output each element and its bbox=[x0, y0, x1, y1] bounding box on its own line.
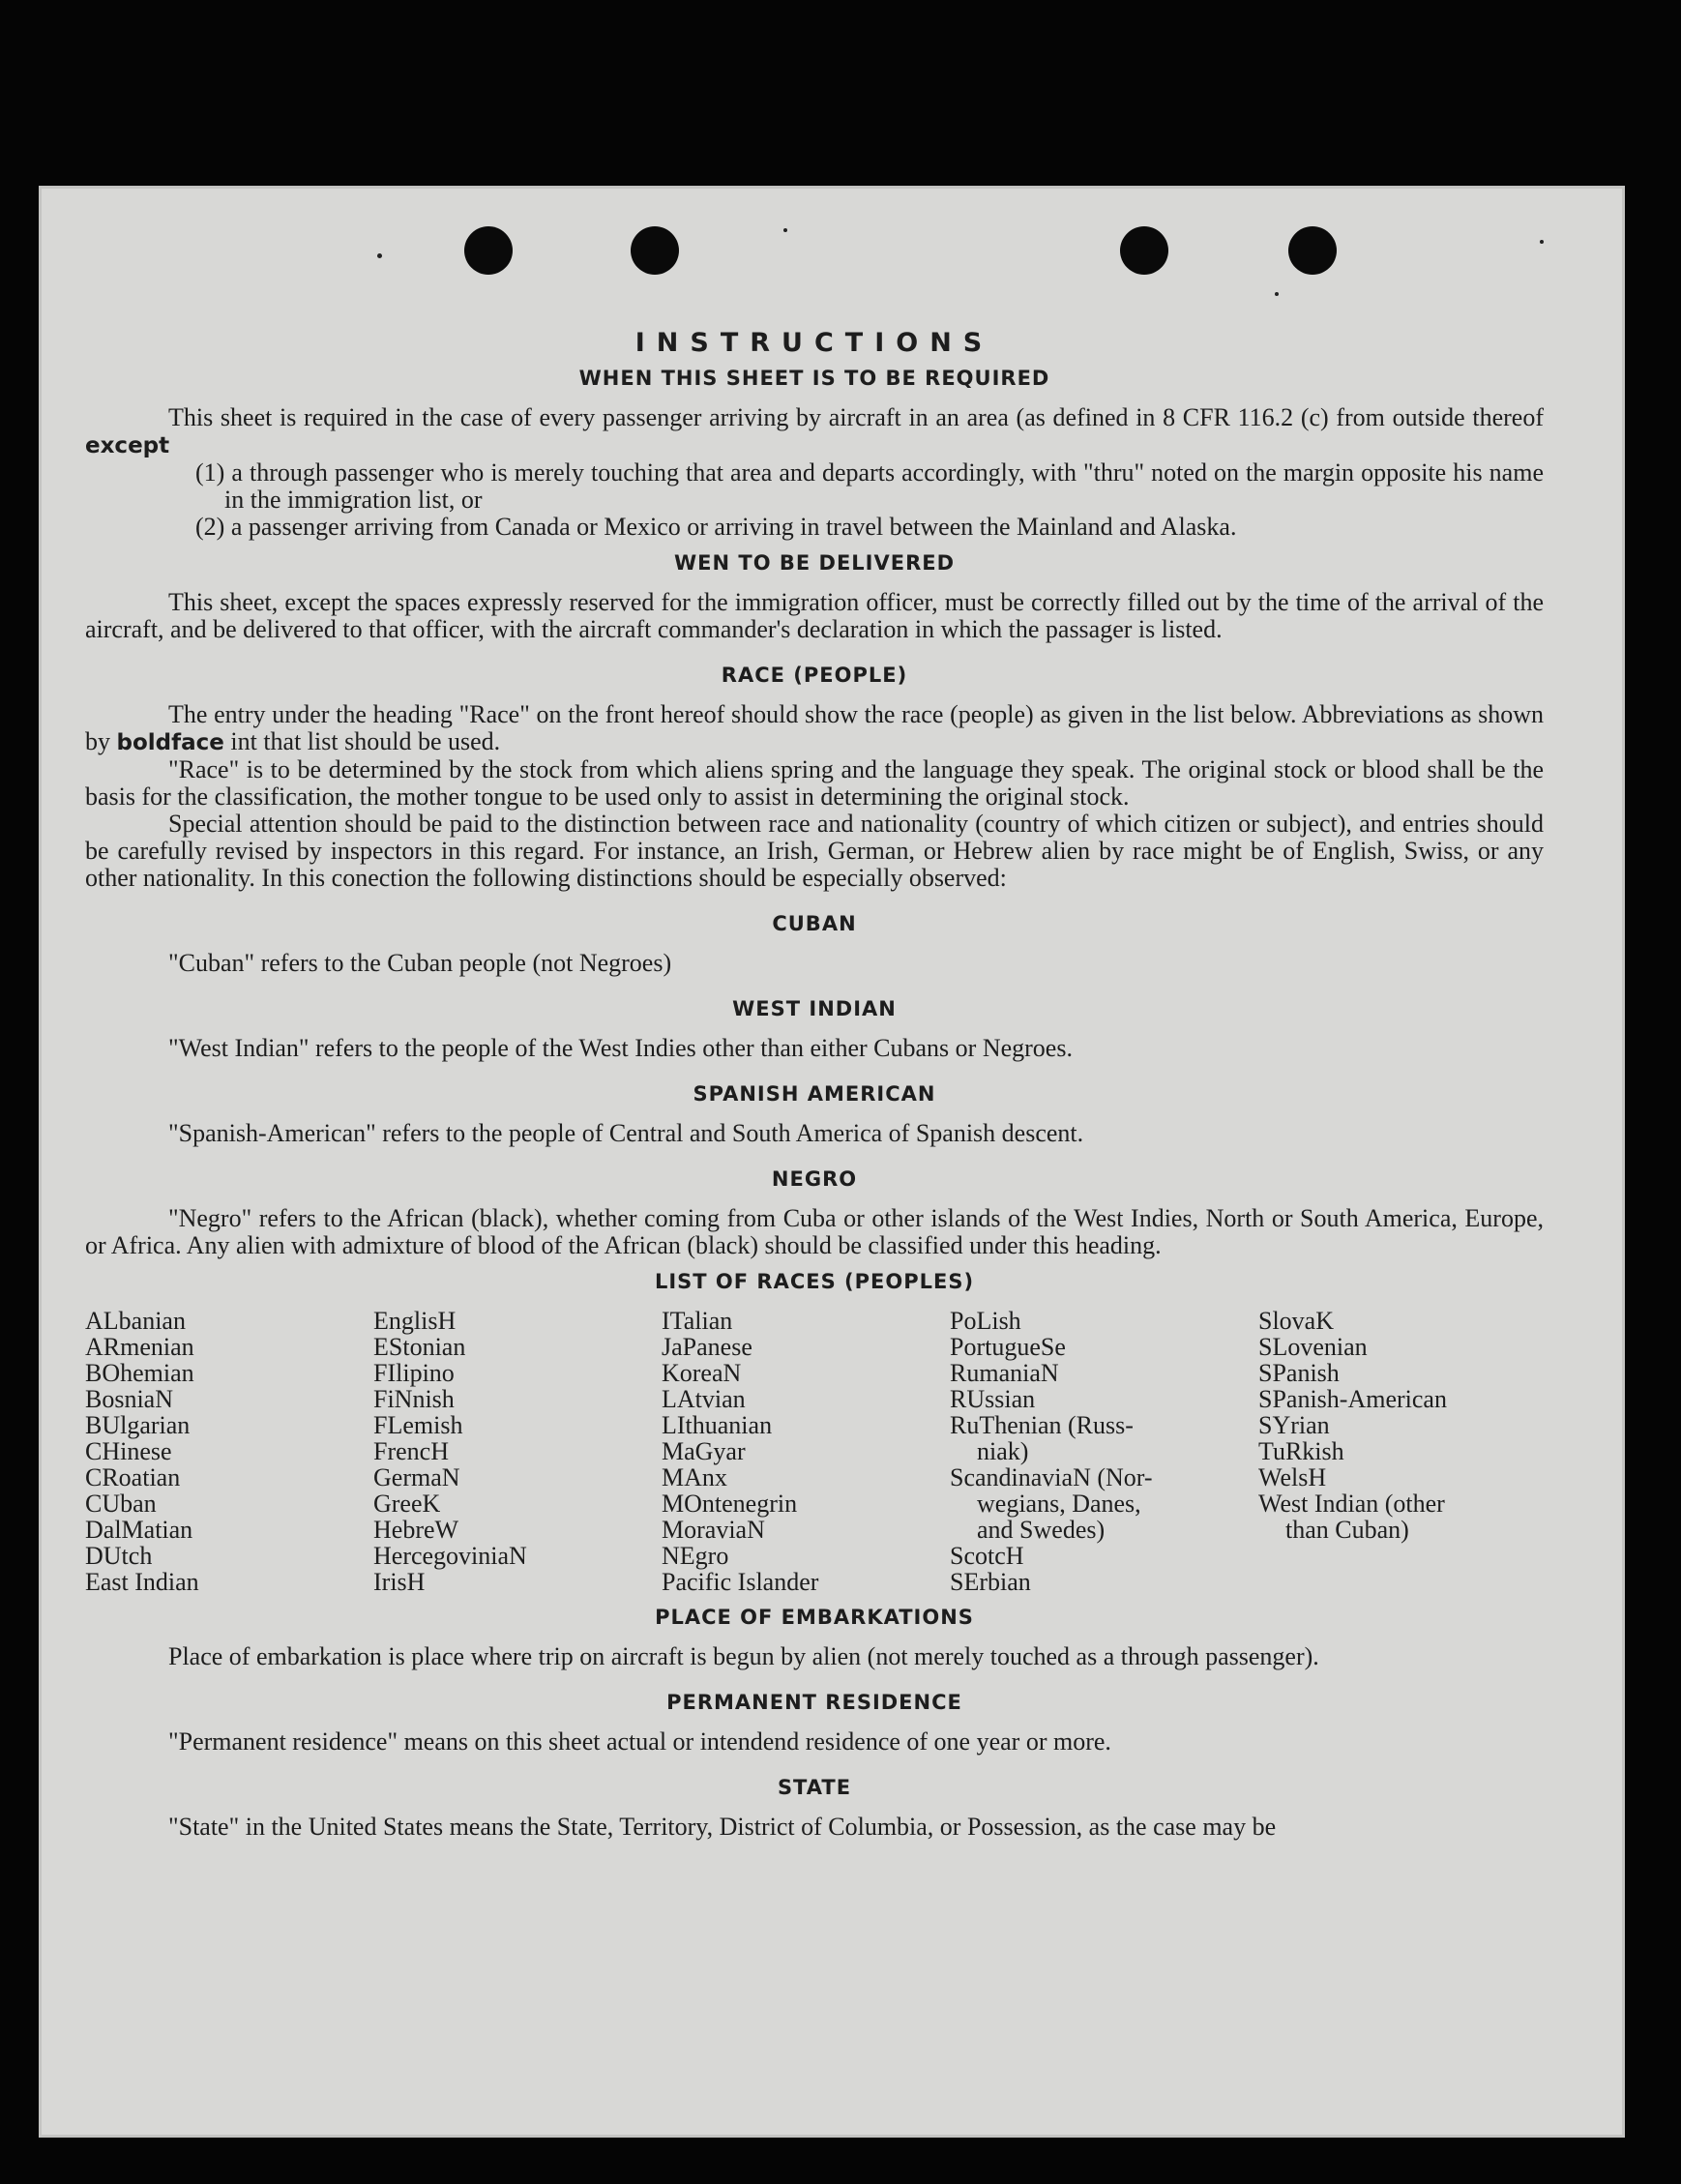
heading-cuban: CUBAN bbox=[772, 912, 857, 935]
race-item: ITalian bbox=[662, 1307, 733, 1335]
heading-list-of-races: LIST OF RACES (PEOPLES) bbox=[654, 1270, 975, 1293]
race-item: JaPanese bbox=[662, 1333, 752, 1361]
race-list bbox=[85, 1308, 1544, 1595]
race-item: SErbian bbox=[950, 1568, 1031, 1596]
heading-state: STATE bbox=[777, 1776, 852, 1799]
except-bold: except bbox=[85, 433, 170, 458]
race-item: BUlgarian bbox=[85, 1411, 191, 1439]
state-text: "State" in the United States means the State, Territory, District of Columbia, or Possession, as the case may be bbox=[168, 1813, 1277, 1841]
race-item: CRoatian bbox=[85, 1463, 181, 1491]
race-item: PortugueSe bbox=[950, 1333, 1066, 1361]
race-item: DalMatian bbox=[85, 1516, 193, 1544]
punch-hole bbox=[464, 226, 513, 275]
race-item: CUban bbox=[85, 1490, 157, 1518]
document-sheet bbox=[39, 186, 1625, 2138]
page-title: INSTRUCTIONS bbox=[634, 328, 994, 358]
race-item: MaGyar bbox=[662, 1437, 746, 1465]
speck bbox=[783, 228, 787, 232]
race-item: SlovaK bbox=[1258, 1307, 1334, 1335]
race-item: SPanish bbox=[1258, 1359, 1340, 1387]
race-item: CHinese bbox=[85, 1437, 172, 1465]
delivered-text: This sheet, except the spaces expressly reserved for the immigration officer, must be correctly filled out by the time of the arrival of the aircraft, and be delivered to that officer, with the aircraft commander's declaration in which the passager is listed. bbox=[85, 588, 1544, 643]
when-required-item-2: (2) a passenger arriving from Canada or Mexico or arriving in travel between the Mainland and Alaska. bbox=[195, 513, 1237, 541]
race-item: GreeK bbox=[373, 1490, 441, 1518]
race-item: WelsH bbox=[1258, 1463, 1327, 1491]
race-item: BOhemian bbox=[85, 1359, 194, 1387]
race-item: LIthuanian bbox=[662, 1411, 773, 1439]
race-item: FIlipino bbox=[373, 1359, 455, 1387]
race-item: TuRkish bbox=[1258, 1437, 1344, 1465]
race-item: RumaniaN bbox=[950, 1359, 1059, 1387]
race-column bbox=[85, 1308, 373, 1595]
when-required-item-1: (1) a through passenger who is merely touching that area and departs accordingly, with "thru" noted on the margin opposite his name in the immigration list, or bbox=[195, 458, 1544, 514]
race-item: FLemish bbox=[373, 1411, 463, 1439]
heading-permanent-residence: PERMANENT RESIDENCE bbox=[666, 1691, 962, 1714]
race-item: MOntenegrin bbox=[662, 1490, 798, 1518]
race-item: IrisH bbox=[373, 1568, 426, 1596]
race-item: KoreaN bbox=[662, 1359, 742, 1387]
race-item: NEgro bbox=[662, 1542, 729, 1570]
heading-west-indian: WEST INDIAN bbox=[732, 997, 897, 1020]
race-item: West Indian (other bbox=[1258, 1490, 1445, 1518]
heading-embarkation: PLACE OF EMBARKATIONS bbox=[655, 1606, 974, 1629]
heading-race: RACE (PEOPLE) bbox=[721, 664, 908, 687]
race-item: SPanish-American bbox=[1258, 1385, 1447, 1413]
race-item: RuThenian (Russ- bbox=[950, 1411, 1134, 1439]
race-item: FiNnish bbox=[373, 1385, 455, 1413]
race-item: EStonian bbox=[373, 1333, 466, 1361]
race-item: GermaN bbox=[373, 1463, 460, 1491]
heading-delivered: WEN TO BE DELIVERED bbox=[673, 551, 956, 575]
race-column bbox=[1258, 1308, 1544, 1595]
negro-text: "Negro" refers to the African (black), whether coming from Cuba or other islands of the West Indies, North or South America, Europe, or Africa. Any alien with admixture of blood of the African (black) should be classified under this heading. bbox=[85, 1204, 1544, 1259]
race-item: BosniaN bbox=[85, 1385, 173, 1413]
punch-hole bbox=[1120, 226, 1168, 275]
race-item: ScotcH bbox=[950, 1542, 1024, 1570]
race-item: ALbanian bbox=[85, 1307, 186, 1335]
speck bbox=[1275, 292, 1279, 296]
heading-when-required: WHEN THIS SHEET IS TO BE REQUIRED bbox=[578, 367, 1050, 390]
race-item: Pacific Islander bbox=[662, 1568, 819, 1596]
race-item: niak) bbox=[977, 1437, 1029, 1465]
instructions-content bbox=[85, 328, 1544, 1841]
punch-hole bbox=[631, 226, 679, 275]
race-item: than Cuban) bbox=[1285, 1516, 1409, 1544]
boldface-bold: boldface bbox=[116, 730, 224, 755]
race-paragraph-3: Special attention should be paid to the distinction between race and nationality (country of which citizen or subject), and entries should be carefully revised by inspectors in this regard. For instance, an Irish, German, or Hebrew alien by race might be of English, Swiss, or any other nationality. In this conection the following distinctions should be especially observed: bbox=[85, 810, 1544, 892]
race-column bbox=[662, 1308, 950, 1595]
race-item: HebreW bbox=[373, 1516, 459, 1544]
race-item: ARmenian bbox=[85, 1333, 194, 1361]
race-paragraph-2: "Race" is to be determined by the stock from which aliens spring and the language they speak. The original stock or blood shall be the basis for the classification, the mother tongue to be used only to assist in determining the original stock. bbox=[85, 755, 1544, 811]
race-item: DUtch bbox=[85, 1542, 153, 1570]
permanent-residence-text: "Permanent residence" means on this sheet actual or intendend residence of one year or more. bbox=[168, 1727, 1111, 1756]
race-item: ScandinaviaN (Nor- bbox=[950, 1463, 1153, 1491]
race-paragraph-1: The entry under the heading "Race" on the front hereof should show the race (people) as given in the list below. Abbreviations as shown by boldface int that list should be used. bbox=[85, 700, 1544, 755]
race-item: HercegoviniaN bbox=[373, 1542, 527, 1570]
race-item: EnglisH bbox=[373, 1307, 457, 1335]
race-item: MoraviaN bbox=[662, 1516, 765, 1544]
race-item: SYrian bbox=[1258, 1411, 1330, 1439]
race-item: RUssian bbox=[950, 1385, 1036, 1413]
race-item: PoLish bbox=[950, 1307, 1021, 1335]
speck bbox=[377, 253, 382, 258]
race-column bbox=[373, 1308, 662, 1595]
punch-hole bbox=[1288, 226, 1337, 275]
race-column bbox=[950, 1308, 1258, 1595]
race-item: wegians, Danes, bbox=[977, 1490, 1141, 1518]
race-item: SLovenian bbox=[1258, 1333, 1368, 1361]
race-item: LAtvian bbox=[662, 1385, 746, 1413]
spanish-american-text: "Spanish-American" refers to the people of Central and South America of Spanish descent. bbox=[168, 1119, 1084, 1147]
cuban-text: "Cuban" refers to the Cuban people (not Negroes) bbox=[168, 949, 672, 977]
race-item: MAnx bbox=[662, 1463, 727, 1491]
race-item: East Indian bbox=[85, 1568, 199, 1596]
embarkation-text: Place of embarkation is place where trip on aircraft is begun by alien (not merely touched as a through passenger). bbox=[168, 1642, 1319, 1670]
race-item: and Swedes) bbox=[977, 1516, 1106, 1544]
speck bbox=[1540, 240, 1544, 244]
heading-spanish-american: SPANISH AMERICAN bbox=[693, 1082, 936, 1106]
when-required-intro: This sheet is required in the case of every passenger arriving by aircraft in an area (as defined in 8 CFR 116.2 (c) from outside thereof except bbox=[85, 403, 1544, 458]
race-item: FrencH bbox=[373, 1437, 449, 1465]
heading-negro: NEGRO bbox=[771, 1167, 858, 1191]
west-indian-text: "West Indian" refers to the people of the West Indies other than either Cubans or Negroes. bbox=[168, 1034, 1073, 1062]
